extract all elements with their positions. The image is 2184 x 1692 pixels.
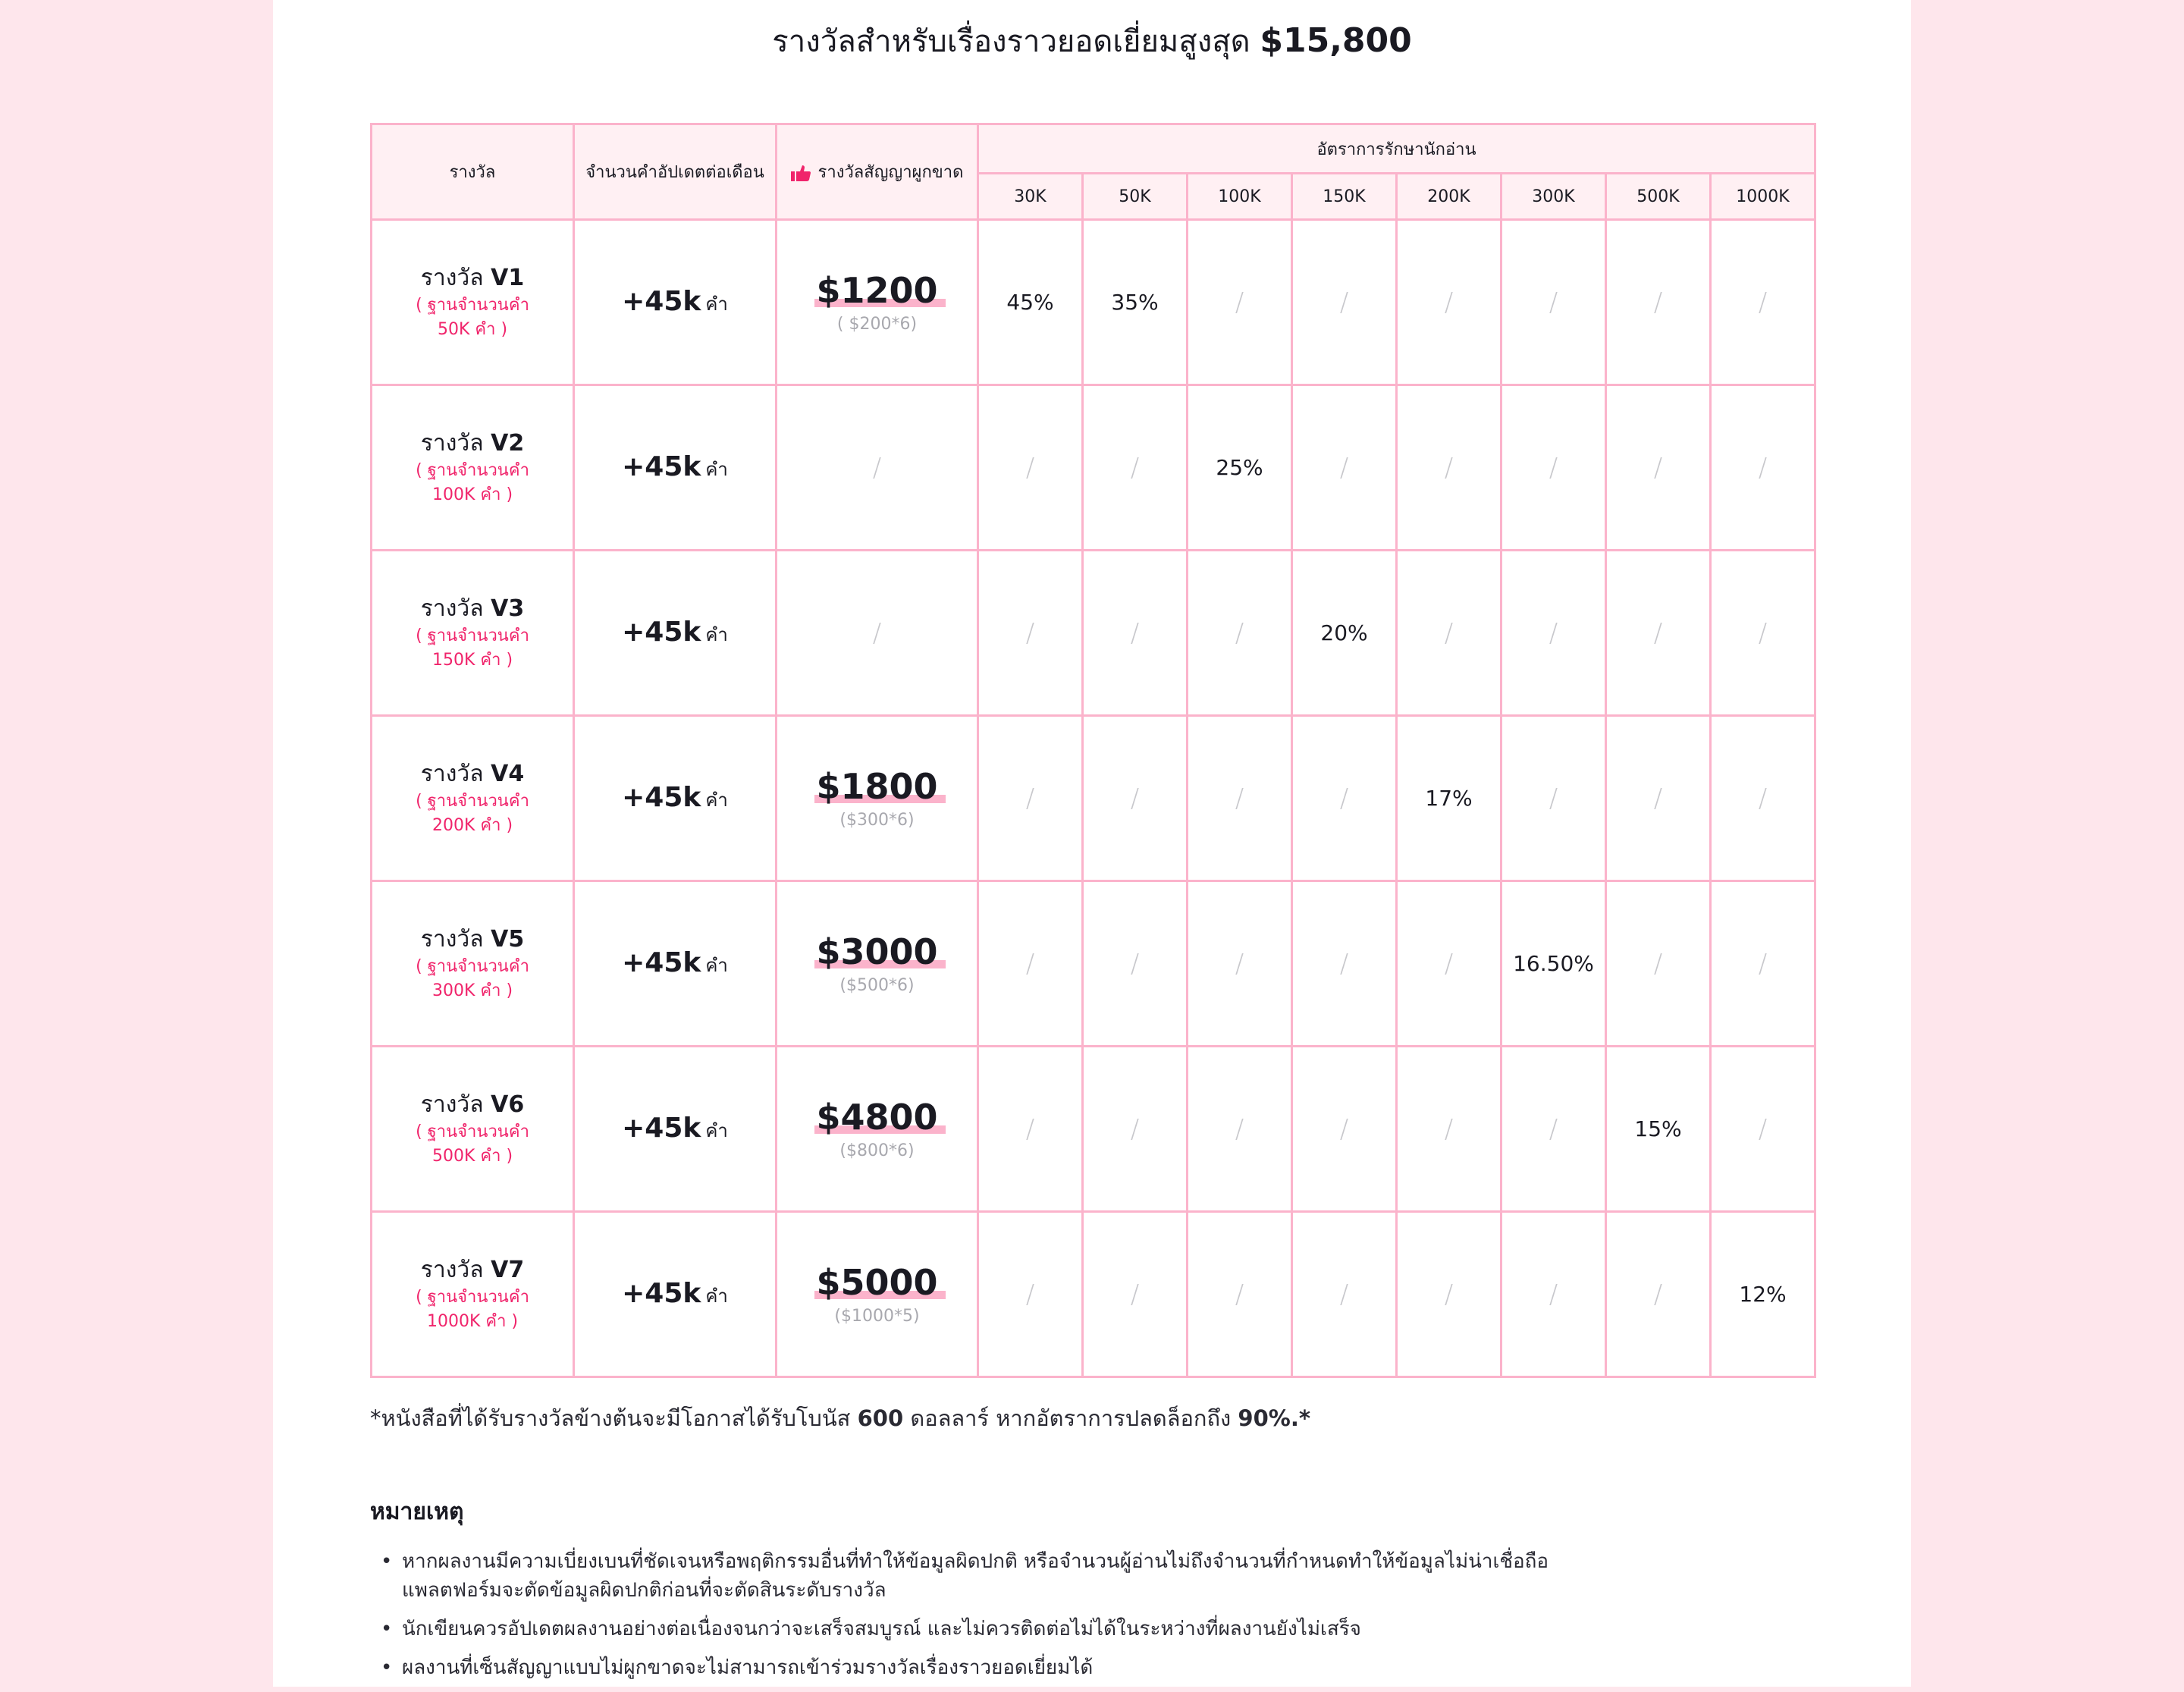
table-row (372, 1047, 1815, 1212)
rate-cell (978, 220, 1083, 385)
award-label: รางวัล (420, 1256, 484, 1283)
bullet-icon: • (381, 1550, 393, 1573)
bonus-formula: ($1000*5) (834, 1307, 920, 1326)
empty-value: / (872, 452, 882, 483)
award-base-line1: ( ฐานจำนวนคำ (416, 626, 529, 645)
words-cell (574, 551, 777, 716)
words-value: +45k (622, 782, 701, 813)
empty-value: / (1339, 783, 1349, 814)
award-name (372, 759, 573, 789)
rate-cell (1292, 881, 1397, 1047)
header-tier: 300K (1502, 174, 1606, 220)
empty-value: / (1339, 1113, 1349, 1144)
rate-cell (1083, 716, 1188, 881)
rate-cell (1606, 716, 1711, 881)
empty-value: / (1444, 948, 1454, 979)
note-line2: แพลตฟอร์มจะตัดข้อมูลผิดปกติก่อนที่จะตัดสินระดับรางวัล (402, 1579, 886, 1602)
empty-value: / (1653, 452, 1663, 483)
header-retention: อัตราการรักษานักอ่าน (978, 124, 1815, 174)
words-cell (574, 881, 777, 1047)
rate-cell (1397, 551, 1502, 716)
award-cell (372, 716, 574, 881)
award-level: V6 (491, 1091, 525, 1118)
award-name (372, 263, 573, 294)
award-name (372, 428, 573, 459)
bonus-amount (813, 767, 940, 806)
retention-rate: 25% (1216, 455, 1263, 480)
empty-value: / (1549, 783, 1558, 814)
note-line1: นักเขียนควรอัปเดตผลงานอย่างต่อเนื่องจนกว่าจะเสร็จสมบูรณ์ และไม่ควรติดต่อไม่ได้ในระหว่างที่ผลงานยังไม่เสร็จ (402, 1618, 1361, 1640)
retention-rate: 15% (1634, 1116, 1682, 1141)
empty-value: / (1444, 1279, 1454, 1310)
rate-cell (1711, 220, 1815, 385)
bonus-cell (777, 220, 978, 385)
rate-cell (1188, 1212, 1292, 1377)
rate-cell (1502, 1212, 1606, 1377)
rate-cell (978, 551, 1083, 716)
rate-cell (1083, 551, 1188, 716)
award-name (372, 1090, 573, 1120)
rate-cell (978, 881, 1083, 1047)
award-base-line2: 200K คำ ) (431, 815, 513, 835)
rate-cell (1502, 220, 1606, 385)
rate-cell (1292, 385, 1397, 551)
words-unit: คำ (705, 624, 728, 645)
award-base-line1: ( ฐานจำนวนคำ (416, 791, 529, 811)
footnote-part1: *หนังสือที่ได้รับรางวัลข้างต้นจะมีโอกาสได้รับโบนัส (370, 1405, 851, 1431)
words-cell (574, 1047, 777, 1212)
award-base-line2: 1000K คำ ) (426, 1311, 519, 1331)
rate-cell (1292, 551, 1397, 716)
header-words-per-month: จำนวนคำอัปเดตต่อเดือน (574, 124, 777, 220)
retention-rate: 45% (1006, 290, 1054, 315)
footnote-part2: ดอลลาร์ หากอัตราการปลดล็อกถึง (910, 1405, 1232, 1431)
award-cell (372, 220, 574, 385)
award-label: รางวัล (420, 760, 484, 787)
footnote-percent: 90%.* (1238, 1405, 1311, 1431)
rate-cell (1083, 385, 1188, 551)
empty-value: / (1444, 1113, 1454, 1144)
award-cell (372, 385, 574, 551)
words-cell (574, 716, 777, 881)
empty-value: / (1549, 617, 1558, 648)
header-exclusive-bonus (777, 124, 978, 220)
words-cell (574, 385, 777, 551)
words-value: +45k (622, 451, 701, 482)
note-item (370, 1547, 1735, 1605)
words-cell (574, 1212, 777, 1377)
page-title-text: รางวัลสำหรับเรื่องราวยอดเยี่ยมสูงสุด (772, 24, 1250, 59)
words-unit: คำ (705, 955, 728, 976)
bonus-value: $4800 (816, 1097, 938, 1138)
rate-cell (1292, 1047, 1397, 1212)
rate-cell (978, 385, 1083, 551)
words-value: +45k (622, 947, 701, 978)
rate-cell (1397, 220, 1502, 385)
empty-value: / (1025, 948, 1035, 979)
bullet-icon: • (381, 1656, 393, 1679)
bonus-amount (813, 271, 940, 310)
empty-value: / (1758, 287, 1768, 318)
empty-value: / (1025, 617, 1035, 648)
content-sheet (273, 0, 1911, 1687)
empty-value: / (1339, 452, 1349, 483)
award-level: V7 (491, 1256, 525, 1283)
retention-rate: 16.50% (1513, 951, 1594, 976)
empty-value: / (1339, 1279, 1349, 1310)
rate-cell (978, 716, 1083, 881)
empty-value: / (1549, 287, 1558, 318)
empty-value: / (1025, 452, 1035, 483)
empty-value: / (1549, 1113, 1558, 1144)
award-cell (372, 551, 574, 716)
words-value: +45k (622, 1278, 701, 1309)
retention-rate: 17% (1425, 786, 1473, 811)
rate-cell (1188, 716, 1292, 881)
page-title-amount: $15,800 (1260, 21, 1412, 60)
bonus-cell (777, 551, 978, 716)
award-label: รางวัล (420, 1091, 484, 1118)
award-name (372, 594, 573, 624)
words-unit: คำ (705, 789, 728, 811)
thumbs-up-icon (791, 165, 811, 181)
bonus-formula: ($500*6) (839, 976, 915, 995)
header-tier: 50K (1083, 174, 1188, 220)
award-level: V5 (491, 925, 525, 953)
rate-cell (1606, 1047, 1711, 1212)
rate-cell (978, 1047, 1083, 1212)
empty-value: / (1130, 452, 1140, 483)
table-row (372, 881, 1815, 1047)
rate-cell (1711, 881, 1815, 1047)
award-level: V2 (491, 429, 525, 457)
empty-value: / (1653, 783, 1663, 814)
rate-cell (1188, 881, 1292, 1047)
empty-value: / (1653, 948, 1663, 979)
empty-value: / (1025, 1279, 1035, 1310)
empty-value: / (1758, 948, 1768, 979)
header-tier: 500K (1606, 174, 1711, 220)
empty-value: / (1758, 617, 1768, 648)
awards-table (370, 123, 1816, 1378)
award-cell (372, 1212, 574, 1377)
empty-value: / (1235, 617, 1244, 648)
header-award: รางวัล (372, 124, 574, 220)
empty-value: / (1758, 452, 1768, 483)
notes-title: หมายเหตุ (370, 1499, 464, 1525)
bonus-formula: ($800*6) (839, 1141, 915, 1160)
bonus-value: $5000 (816, 1262, 938, 1303)
award-base-line1: ( ฐานจำนวนคำ (416, 956, 529, 976)
bonus-formula: ( $200*6) (836, 315, 918, 334)
empty-value: / (1339, 287, 1349, 318)
empty-value: / (1444, 287, 1454, 318)
rate-cell (1397, 1047, 1502, 1212)
rate-cell (1502, 385, 1606, 551)
rate-cell (1292, 220, 1397, 385)
empty-value: / (1235, 1113, 1244, 1144)
rate-cell (1188, 551, 1292, 716)
note-line1: หากผลงานมีความเบี่ยงเบนที่ชัดเจนหรือพฤติกรรมอื่นที่ทำให้ข้อมูลผิดปกติ หรือจำนวนผู้อ่านไม่ถึงจำนวนที่กำหนดทำให้ข้อมูลไม่น่าเชื่อถือ (402, 1550, 1549, 1573)
retention-rate: 35% (1111, 290, 1159, 315)
retention-rate: 20% (1320, 620, 1368, 645)
award-base-line2: 100K คำ ) (431, 485, 513, 504)
words-value: +45k (622, 617, 701, 648)
empty-value: / (1235, 948, 1244, 979)
rate-cell (1083, 1047, 1188, 1212)
rate-cell (1083, 220, 1188, 385)
empty-value: / (1130, 1279, 1140, 1310)
words-value: +45k (622, 286, 701, 317)
rate-cell (1711, 385, 1815, 551)
table-row (372, 1212, 1815, 1377)
footnote-amount: 600 (857, 1405, 904, 1431)
award-cell (372, 1047, 574, 1212)
header-tier: 1000K (1711, 174, 1815, 220)
rate-cell (1397, 881, 1502, 1047)
empty-value: / (872, 617, 882, 648)
table-row (372, 220, 1815, 385)
header-tier: 200K (1397, 174, 1502, 220)
empty-value: / (1025, 783, 1035, 814)
rate-cell (1188, 385, 1292, 551)
table-row (372, 551, 1815, 716)
award-level: V4 (491, 760, 525, 787)
award-level: V1 (491, 264, 525, 291)
empty-value: / (1339, 948, 1349, 979)
notes-list (370, 1547, 1735, 1692)
rate-cell (1711, 1212, 1815, 1377)
page-title (273, 17, 1911, 66)
rate-cell (1711, 1047, 1815, 1212)
words-unit: คำ (705, 294, 728, 315)
award-base-line2: 150K คำ ) (431, 650, 513, 670)
rate-cell (1083, 1212, 1188, 1377)
award-label: รางวัล (420, 595, 484, 622)
empty-value: / (1235, 287, 1244, 318)
award-base-line1: ( ฐานจำนวนคำ (416, 1122, 529, 1141)
rate-cell (1606, 220, 1711, 385)
empty-value: / (1235, 783, 1244, 814)
note-item (370, 1653, 1735, 1682)
bonus-amount (813, 932, 940, 972)
award-name (372, 924, 573, 955)
header-tier: 100K (1188, 174, 1292, 220)
empty-value: / (1025, 1113, 1035, 1144)
rate-cell (1606, 1212, 1711, 1377)
award-base-line1: ( ฐานจำนวนคำ (416, 460, 529, 480)
empty-value: / (1549, 452, 1558, 483)
rate-cell (1397, 716, 1502, 881)
header-tier: 150K (1292, 174, 1397, 220)
rate-cell (1711, 551, 1815, 716)
rate-cell (978, 1212, 1083, 1377)
note-item (370, 1615, 1735, 1643)
bullet-icon: • (381, 1618, 393, 1640)
award-base-line1: ( ฐานจำนวนคำ (416, 295, 529, 315)
rate-cell (1502, 1047, 1606, 1212)
award-base-line2: 50K คำ ) (437, 319, 508, 339)
rate-cell (1083, 881, 1188, 1047)
bonus-value: $3000 (816, 931, 938, 972)
bonus-cell (777, 716, 978, 881)
award-label: รางวัล (420, 925, 484, 953)
table-row (372, 716, 1815, 881)
bonus-formula: ($300*6) (839, 811, 915, 830)
empty-value: / (1653, 1279, 1663, 1310)
empty-value: / (1758, 1113, 1768, 1144)
table-row (372, 385, 1815, 551)
empty-value: / (1653, 617, 1663, 648)
empty-value: / (1130, 783, 1140, 814)
words-value: +45k (622, 1113, 701, 1144)
empty-value: / (1130, 617, 1140, 648)
rate-cell (1188, 220, 1292, 385)
words-cell (574, 220, 777, 385)
empty-value: / (1549, 1279, 1558, 1310)
rate-cell (1397, 1212, 1502, 1377)
award-cell (372, 881, 574, 1047)
award-base-line1: ( ฐานจำนวนคำ (416, 1287, 529, 1307)
award-name (372, 1255, 573, 1285)
header-tier: 30K (978, 174, 1083, 220)
empty-value: / (1235, 1279, 1244, 1310)
empty-value: / (1758, 783, 1768, 814)
empty-value: / (1444, 617, 1454, 648)
header-exclusive-bonus-label: รางวัลสัญญาผูกขาด (817, 163, 964, 182)
bonus-value: $1200 (816, 270, 938, 311)
bonus-amount (813, 1097, 940, 1137)
rate-cell (1502, 881, 1606, 1047)
rate-cell (1502, 551, 1606, 716)
rate-cell (1188, 1047, 1292, 1212)
empty-value: / (1130, 948, 1140, 979)
bonus-amount (813, 1263, 940, 1302)
rate-cell (1606, 551, 1711, 716)
note-line1: ผลงานที่เซ็นสัญญาแบบไม่ผูกขาดจะไม่สามารถเข้าร่วมรางวัลเรื่องราวยอดเยี่ยมได้ (402, 1656, 1094, 1679)
award-label: รางวัล (420, 264, 484, 291)
rate-cell (1711, 716, 1815, 881)
retention-rate: 12% (1739, 1282, 1787, 1307)
rate-cell (1606, 881, 1711, 1047)
rate-cell (1502, 716, 1606, 881)
words-unit: คำ (705, 1285, 728, 1307)
bonus-footnote (370, 1402, 1310, 1435)
bonus-cell (777, 1212, 978, 1377)
rate-cell (1606, 385, 1711, 551)
rate-cell (1397, 385, 1502, 551)
award-level: V3 (491, 595, 525, 622)
bonus-cell (777, 385, 978, 551)
award-base-line2: 500K คำ ) (431, 1146, 513, 1166)
words-unit: คำ (705, 459, 728, 480)
empty-value: / (1653, 287, 1663, 318)
rate-cell (1292, 716, 1397, 881)
bonus-cell (777, 881, 978, 1047)
award-base-line2: 300K คำ ) (431, 981, 513, 1000)
empty-value: / (1130, 1113, 1140, 1144)
award-label: รางวัล (420, 429, 484, 457)
rate-cell (1292, 1212, 1397, 1377)
empty-value: / (1444, 452, 1454, 483)
words-unit: คำ (705, 1120, 728, 1141)
bonus-value: $1800 (816, 766, 938, 807)
bonus-cell (777, 1047, 978, 1212)
